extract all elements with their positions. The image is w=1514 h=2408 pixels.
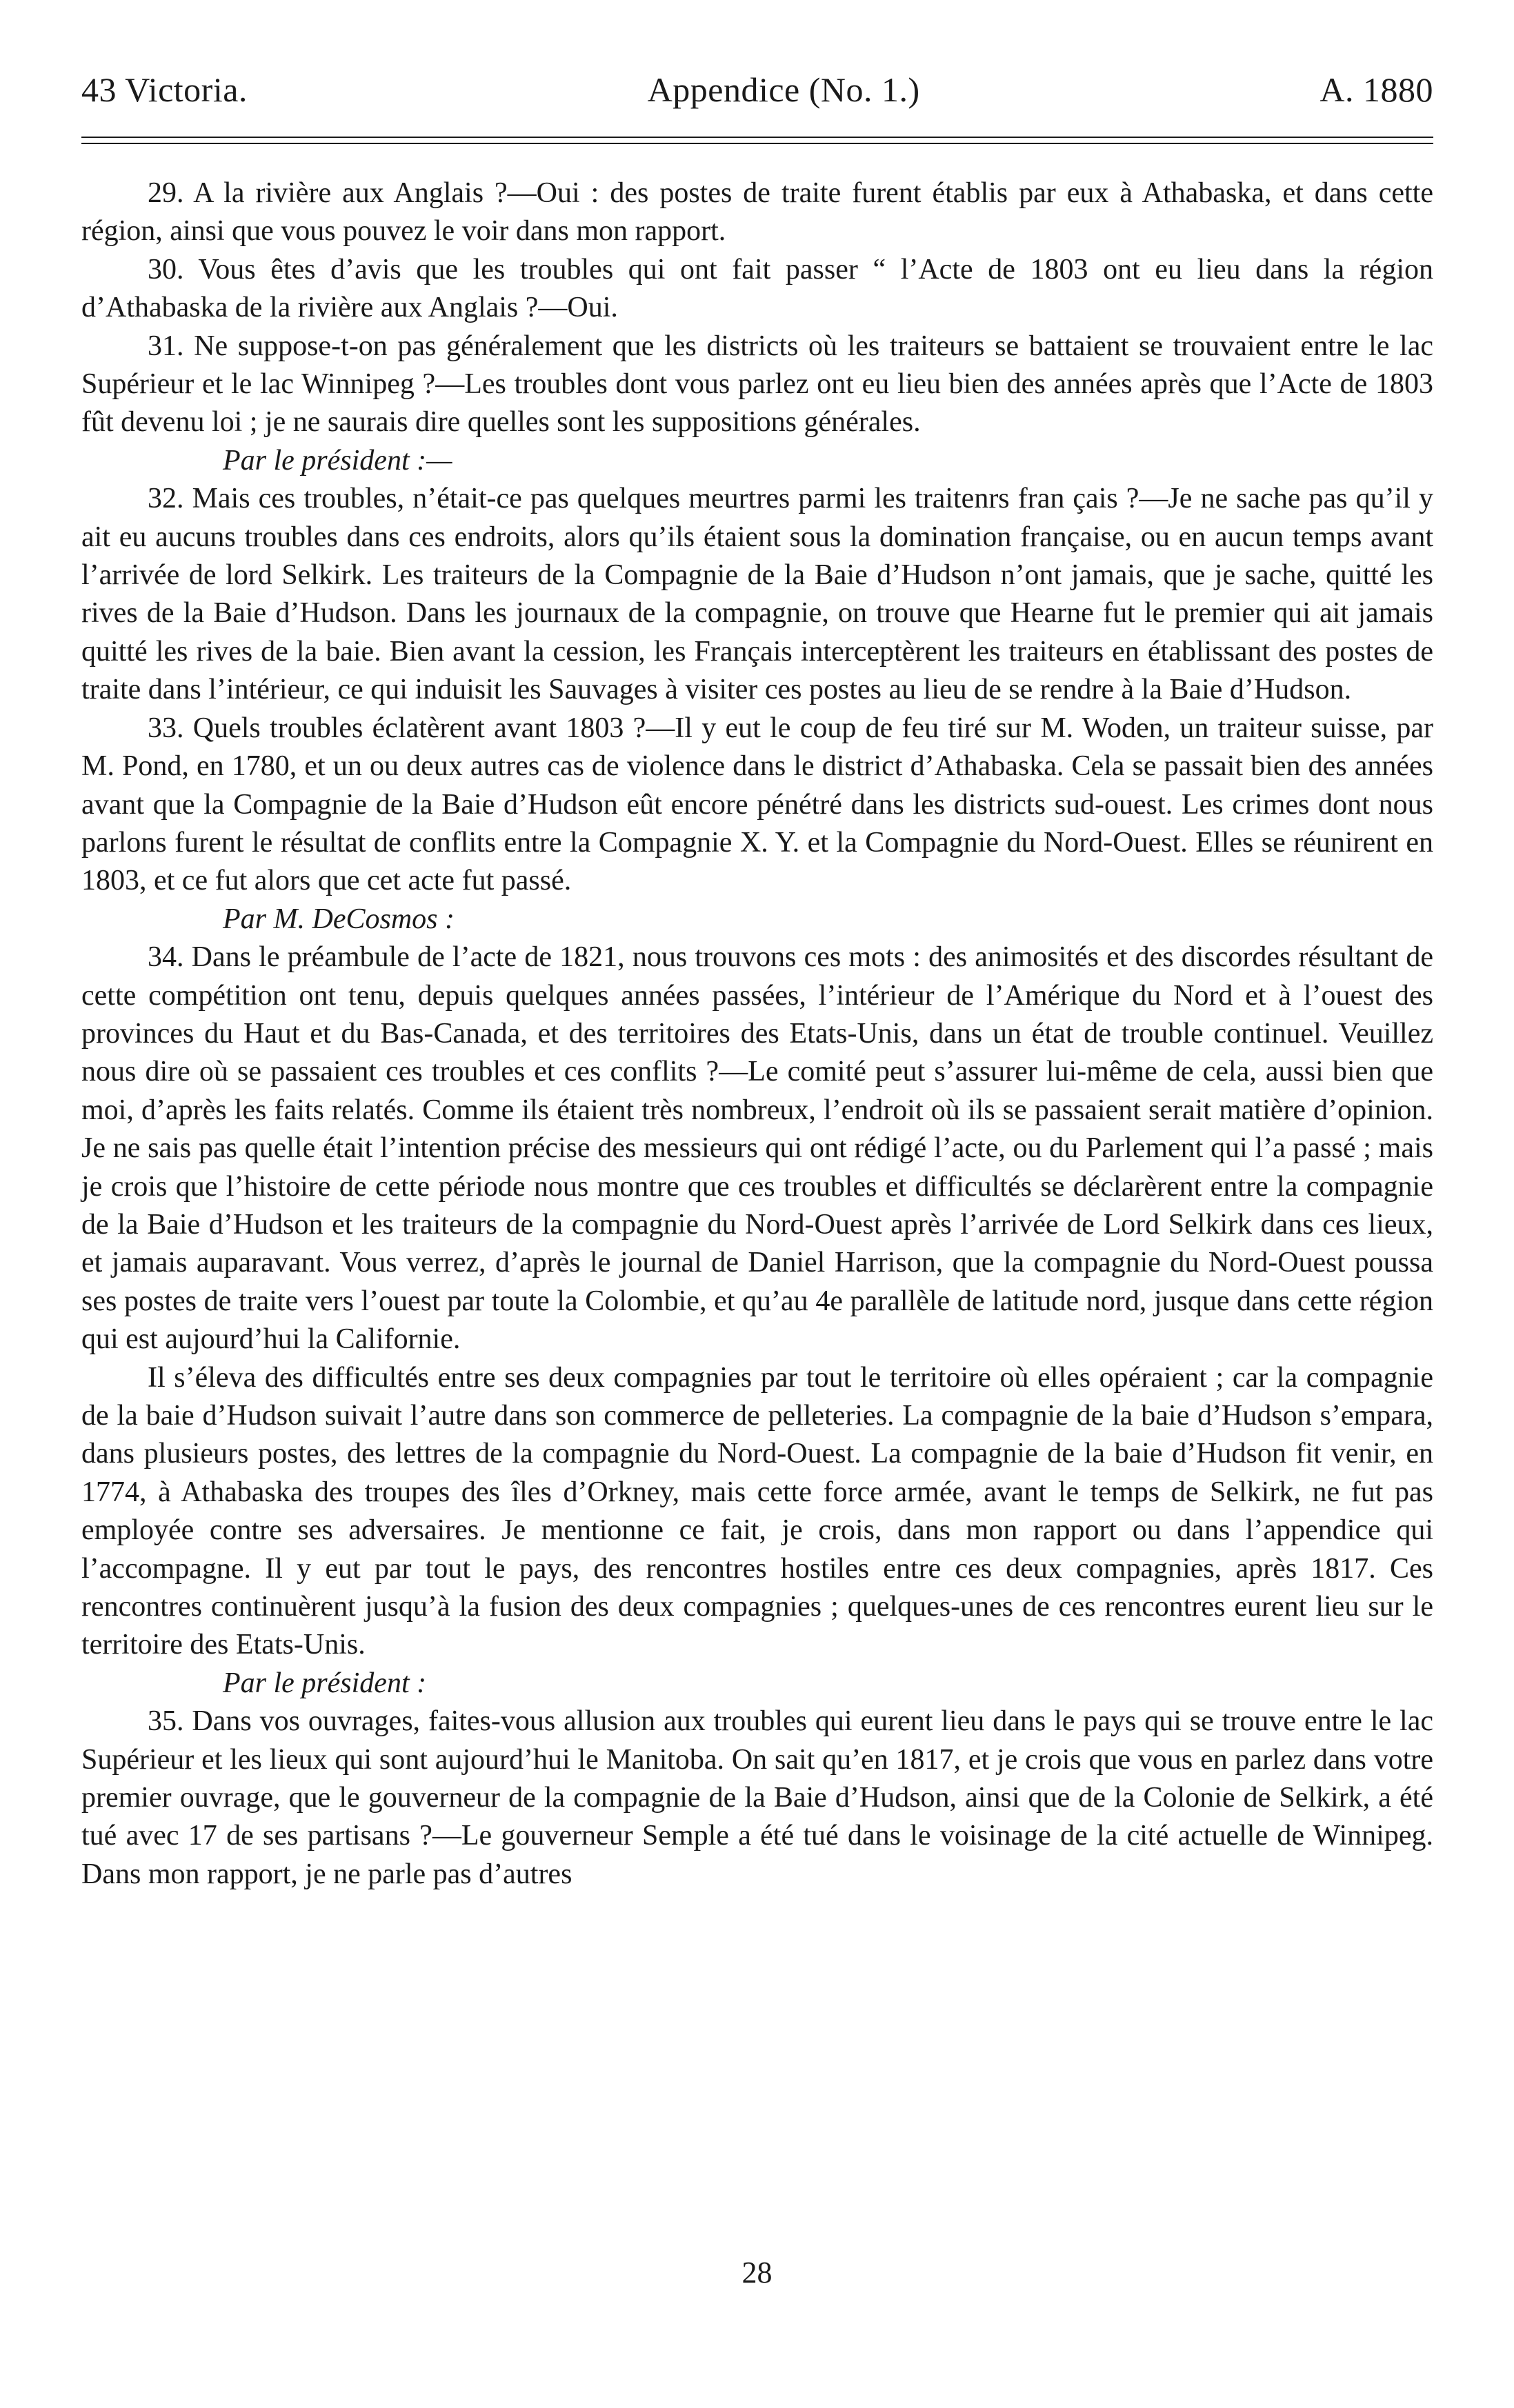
speaker-heading-president-2: Par le président : [223,1667,427,1699]
paragraph-35: 35. Dans vos ouvrages, faites-vous allusion aux troubles qui eurent lieu dans le pays qui se trouve entre le lac Supérieur et les lieux qui sont aujourd’hui le Manitoba. On sait qu’en 1817, et je crois que vous en parlez dans votre premier ouvrage, que le gouverneur de la compagnie de la Baie d’Hudson, ainsi que de la Colonie de Selkirk, a été tué avec 17 de ses partisans ?—Le gouverneur Semple a été tué dans le voisinage de la cité actuelle de Winnipeg. Dans mon rapport, je ne parle pas d’autres [81,1705,1433,1890]
header-double-rule [81,137,1433,144]
header-rule-top [81,137,1433,138]
speaker-heading-decosmos: Par M. DeCosmos : [223,903,455,935]
paragraph-34: 34. Dans le préambule de l’acte de 1821, nous trouvons ces mots : des animosités et des discordes résultant de cette compétition ont tenu, depuis quelques années passées, l’intérieur de l’Amérique du Nord et à l’ouest des provinces du Haut et du Bas-Canada, et des territoires des Etats-Unis, dans un état de trouble continuel. Veuillez nous dire où se passaient ces troubles et ces conflits ?—Le comité peut s’assurer lui-même de cela, aussi bien que moi, d’après les faits relatés. Comme ils étaient très nombreux, l’endroit où ils se passaient serait matière d’opinion. Je ne sais pas quelle était l’intention précise des messieurs qui ont rédigé l’acte, ou du Parlement qui l’a passé ; mais je crois que l’histoire de cette période nous montre que ces troubles et difficultés se déclarèrent entre la compagnie de la Baie d’Hudson et les traiteurs de la compagnie du Nord-Ouest après l’arrivée de Lord Selkirk dans ces lieux, et jamais auparavant. Vous verrez, d’après le journal de Daniel Harrison, que la compagnie du Nord-Ouest poussa ses postes de traite vers l’ouest par toute la Colombie, et qu’au 4e parallèle de latitude nord, jusque dans cette région qui est aujourd’hui la Californie. [81,941,1433,1356]
page-number: 28 [741,2256,773,2289]
paragraph-30: 30. Vous êtes d’avis que les troubles qui ont fait passer “ l’Acte de 1803 ont eu lieu dans la région d’Athabaska de la rivière aux Anglais ?—Oui. [81,253,1433,324]
header-year: A. 1880 [1319,70,1433,109]
paragraph-34-continued: Il s’éleva des difficultés entre ses deux compagnies par tout le territoire où elles opéraient ; car la compagnie de la baie d’Hudson suivait l’autre dans son commerce de pelleteries. La compagnie de la baie d’Hudson s’empara, dans plusieurs postes, des lettres de la compagnie du Nord-Ouest. La compagnie de la baie d’Hudson fit venir, en 1774, à Athabaska des troupes des îles d’Orkney, mais cette force armée, avant le temps de Selkirk, ne fut pas employée contre ses adversaires. Je mentionne ce fait, je crois, dans mon rapport ou dans l’appendice qui l’accompagne. Il y eut par tout le pays, des rencontres hostiles entre ces deux compagnies, après 1817. Ces rencontres continuèrent jusqu’à la fusion des deux compagnies ; quelques-unes de ces rencontres eurent lieu sur le territoire des Etats-Unis. [81,1361,1433,1661]
header-session: 43 Victoria. [81,70,248,109]
paragraph-32: 32. Mais ces troubles, n’était-ce pas quelques meurtres parmi les traitenrs fran çais ?—Je ne sache pas qu’il y ait eu aucuns troubles dans ces endroits, alors qu’ils étaient sous la domination française, ou en aucun temps avant l’arrivée de lord Selkirk. Les traiteurs de la Compagnie de la Baie d’Hudson n’ont jamais, que je sache, quitté les rives de la Baie d’Hudson. Dans les journaux de la compagnie, on trouve que Hearne fut le premier qui ait jamais quitté les rives de la baie. Bien avant la cession, les Français interceptèrent les traiteurs en établissant des postes de traite dans l’intérieur, ce qui induisit les Sauvages à visiter ces postes au lieu de se rendre à la Baie d’Hudson. [81,483,1433,706]
paragraph-33: 33. Quels troubles éclatèrent avant 1803 ?—Il y eut le coup de feu tiré sur M. Woden, un traiteur suisse, par M. Pond, en 1780, et un ou deux autres cas de violence dans le district d’Athabaska. Cela se passait bien des années avant que la Compagnie de la Baie d’Hudson eût encore pénétré dans les districts sud-ouest. Les crimes dont nous parlons furent le résultat de conflits entre la Compagnie X. Y. et la Compagnie du Nord-Ouest. Elles se réunirent en 1803, et ce fut alors que cet acte fut passé. [81,712,1433,897]
speaker-heading-president: Par le président :— [223,444,452,476]
body-text [81,174,1433,1894]
header-rule-bottom [81,143,1433,144]
document-page [81,69,1433,1894]
header-title: Appendice (No. 1.) [647,70,920,109]
paragraph-29: 29. A la rivière aux Anglais ?—Oui : des postes de traite furent établis par eux à Athabaska, et dans cette région, ainsi que vous pouvez le voir dans mon rapport. [81,177,1433,248]
running-head [81,69,1433,110]
paragraph-31: 31. Ne suppose-t-on pas généralement que les districts où les traiteurs se battaient se trouvaient entre le lac Supérieur et le lac Winnipeg ?—Les troubles dont vous parlez ont eu lieu bien des années après que l’Acte de 1803 fût devenu loi ; je ne saurais dire quelles sont les suppositions générales. [81,330,1433,439]
